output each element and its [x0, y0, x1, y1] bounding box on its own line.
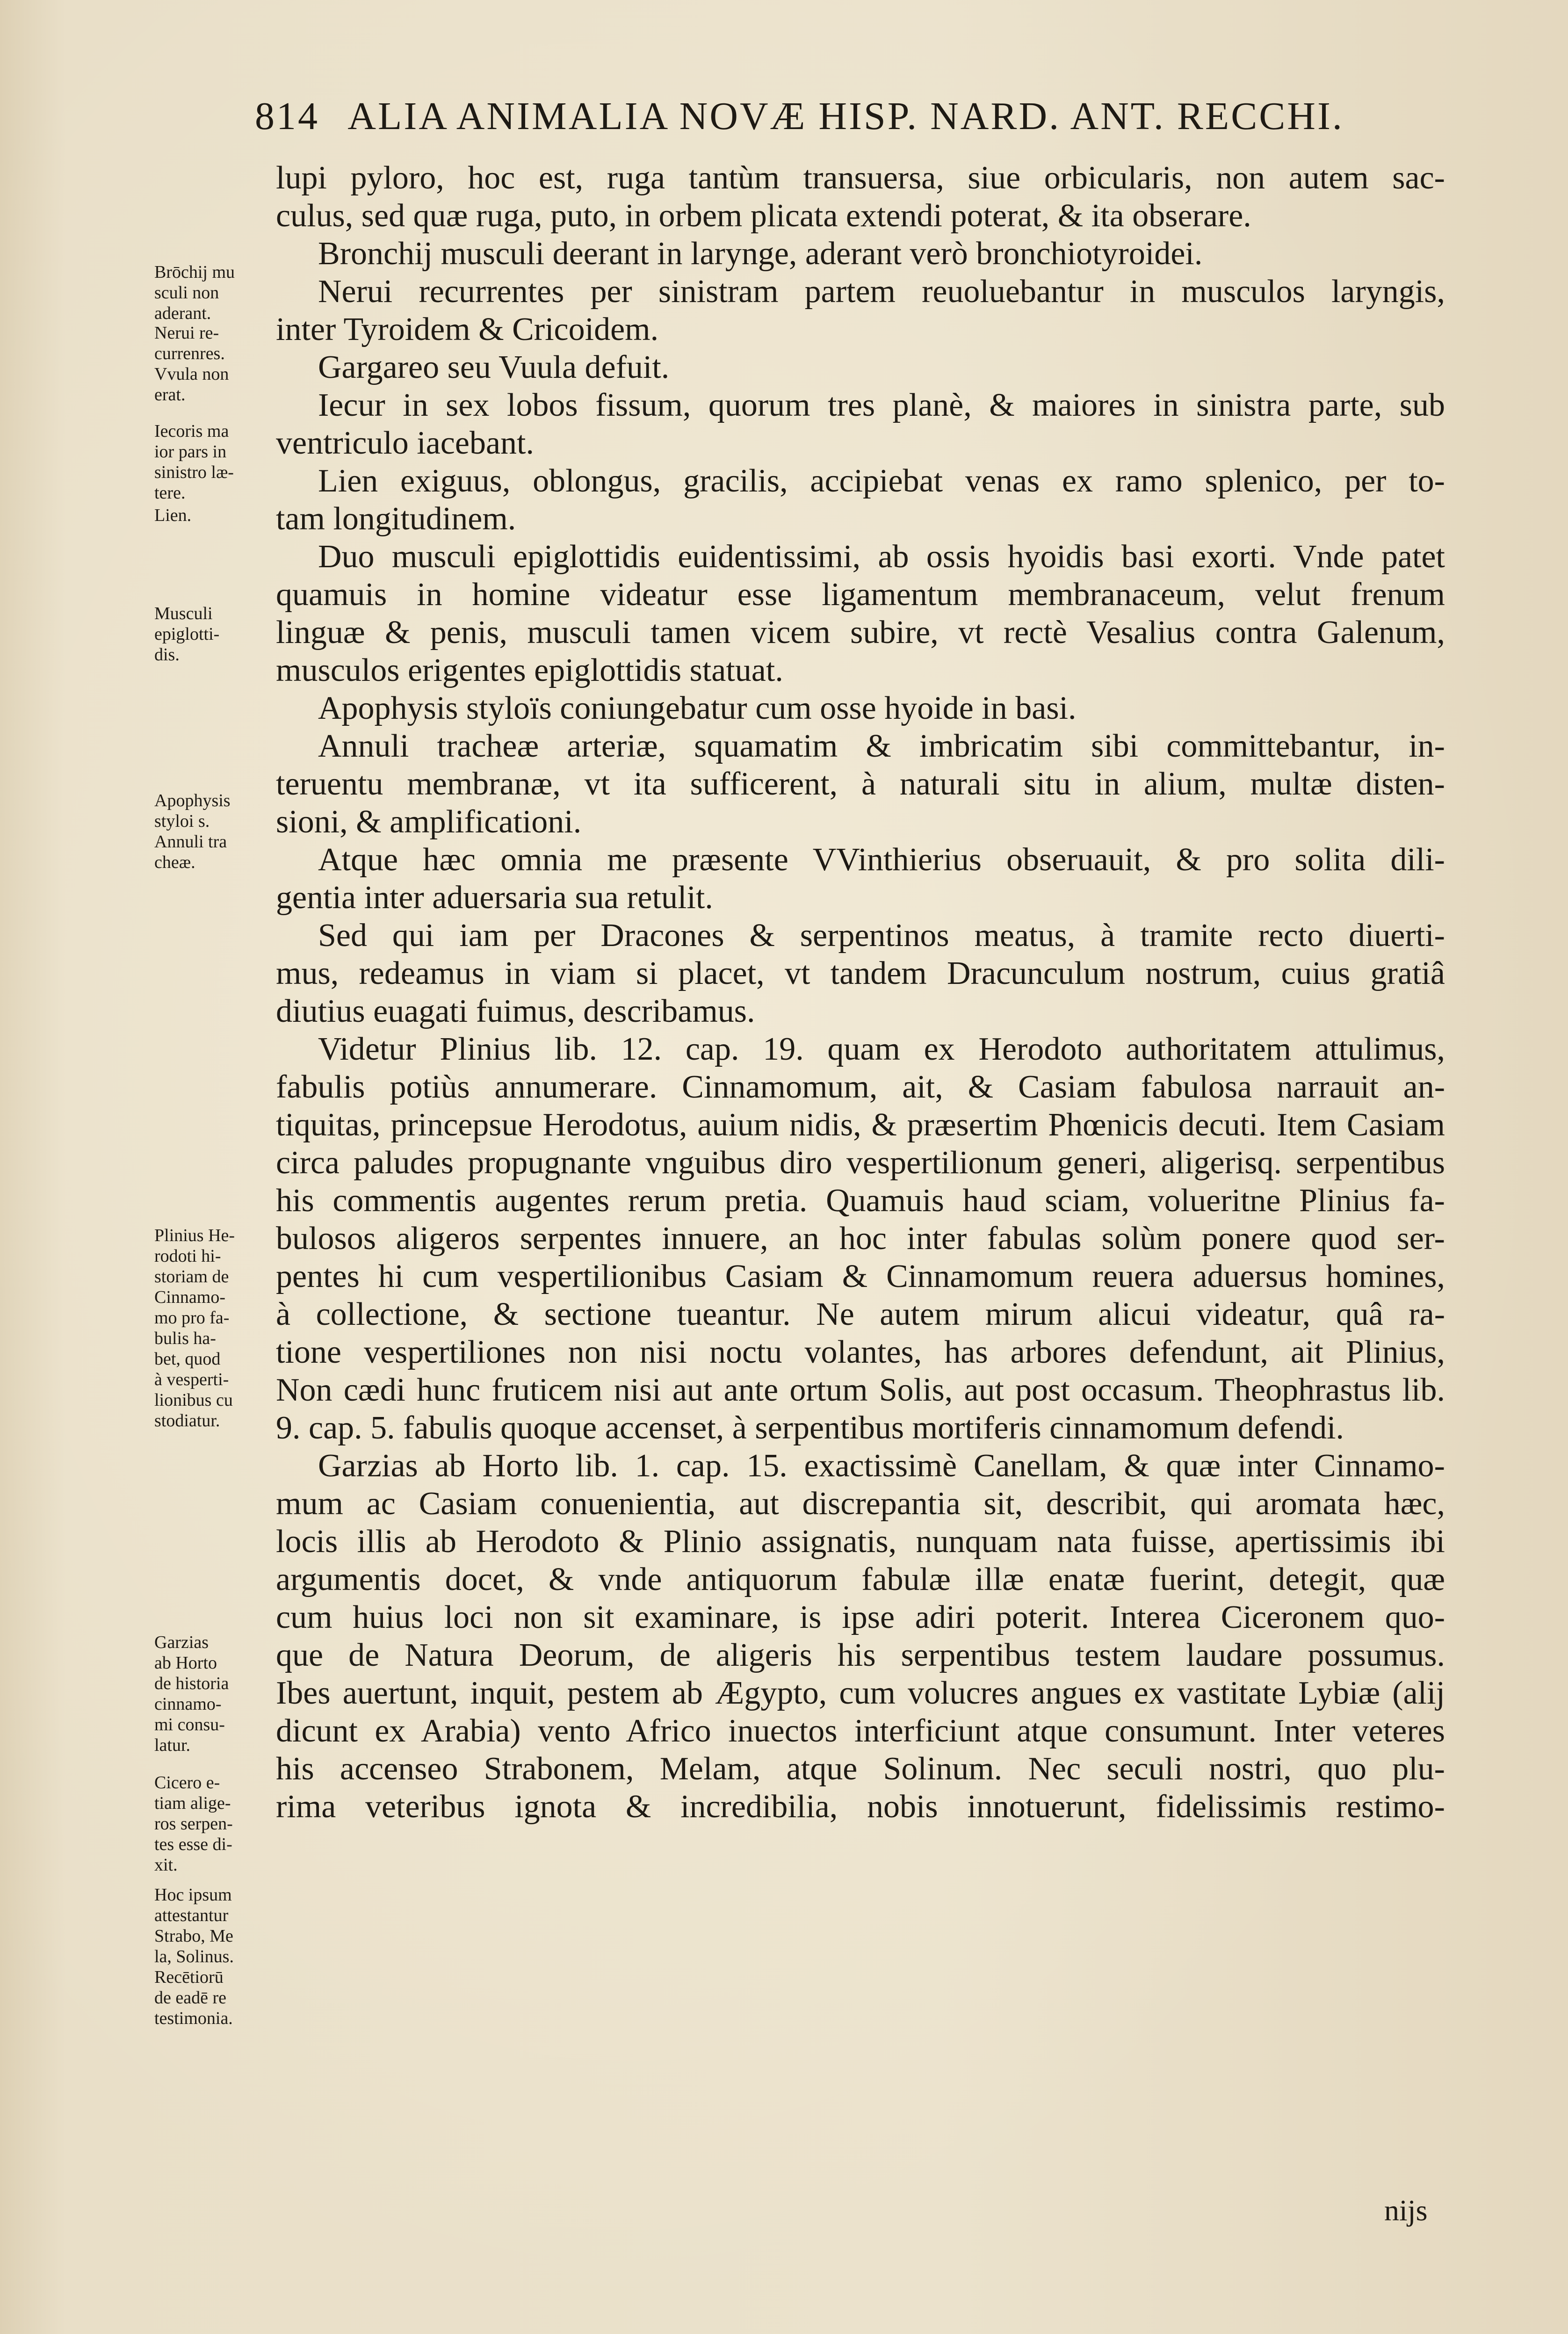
text-line: bulosos aligeros serpentes innuere, an hoc inter fabulas solùm ponere quod ser- [276, 1221, 1445, 1257]
running-header [255, 94, 1452, 139]
text-line: Ibes auertunt, inquit, pestem ab Ægypto, cum volucres angues ex vastitate Lybiæ (alij [276, 1675, 1445, 1711]
marginal-note-line: erat. [154, 385, 186, 405]
marginal-note [154, 1632, 271, 1756]
text-line: tione vespertiliones non nisi noctu volantes, has arbores defendunt, ait Plinius, [276, 1334, 1445, 1370]
marginal-note-line: cheæ. [154, 853, 195, 872]
marginal-note-line: storiam de [154, 1267, 229, 1286]
text-line: Apophysis styloïs coniungebatur cum osse hyoide in basi. [318, 690, 1077, 726]
marginal-note-line: sinistro læ- [154, 462, 234, 482]
text-line: Lien exiguus, oblongus, gracilis, accipiebat venas ex ramo splenico, per to- [318, 463, 1445, 499]
marginal-note-line: lionibus cu [154, 1390, 233, 1410]
marginal-note [154, 1772, 271, 1875]
text-line: ventriculo iacebant. [276, 425, 534, 461]
text-line: 9. cap. 5. fabulis quoque accenset, à serpentibus mortiferis cinnamomum defendi. [276, 1410, 1344, 1446]
text-line: mus, redeamus in viam si placet, vt tandem Dracunculum nostrum, cuius gratiâ [276, 955, 1445, 991]
text-line: argumentis docet, & vnde antiquorum fabulæ illæ enatæ fuerint, detegit, quæ [276, 1561, 1445, 1597]
running-title: ALIA ANIMALIA NOVÆ HISP. NARD. ANT. RECCHI. [347, 94, 1344, 138]
text-line: musculos erigentes epiglottidis statuat. [276, 652, 783, 688]
marginal-note-line: Nerui re- [154, 323, 219, 343]
text-line: inter Tyroidem & Cricoidem. [276, 311, 659, 347]
marginal-note-line: tere. [154, 483, 186, 503]
marginal-note-line: bulis ha- [154, 1329, 216, 1348]
marginal-note [154, 505, 271, 526]
marginal-note-line: tes esse di- [154, 1835, 232, 1854]
marginal-note [154, 323, 271, 405]
text-line: gentia inter aduersaria sua retulit. [276, 880, 713, 916]
marginal-note [154, 603, 271, 665]
text-line: tam longitudinem. [276, 501, 516, 537]
marginal-note-line: Vvula non [154, 364, 229, 384]
text-line: Gargareo seu Vuula defuit. [318, 349, 670, 385]
marginal-note-line: Cinnamo- [154, 1287, 225, 1307]
marginal-note-line: ab Horto [154, 1653, 217, 1673]
text-line: cum huius loci non sit examinare, is ipse adiri poterit. Interea Ciceronem quo- [276, 1599, 1445, 1635]
main-text-block [276, 159, 1445, 1826]
marginal-note-line: sculi non [154, 283, 219, 303]
marginal-note-line: epiglotti- [154, 624, 220, 644]
marginal-note [154, 1885, 271, 2029]
marginal-note-line: de historia [154, 1674, 229, 1693]
text-line: Sed qui iam per Dracones & serpentinos meatus, à tramite recto diuerti- [318, 918, 1445, 954]
marginal-note-line: mo pro fa- [154, 1308, 230, 1328]
marginal-note-line: ior pars in [154, 442, 227, 462]
text-line: his accenseo Strabonem, Melam, atque Solinum. Nec seculi nostri, quo plu- [276, 1751, 1445, 1787]
text-line: his commentis augentes rerum pretia. Quamuis haud sciam, volueritne Plinius fa- [276, 1183, 1445, 1219]
text-line: circa paludes propugnante vnguibus diro vespertilionum generi, aligerisq. serpentibus [276, 1145, 1445, 1181]
text-line: à collectione, & sectione tueantur. Ne autem mirum alicui videatur, quâ ra- [276, 1296, 1445, 1332]
text-line: fabulis potiùs annumerare. Cinnamomum, ait, & Casiam fabulosa narrauit an- [276, 1069, 1445, 1105]
text-line: rima veteribus ignota & incredibilia, nobis innotuerunt, fidelissimis restimo- [276, 1789, 1445, 1825]
marginal-note-line: bet, quod [154, 1349, 221, 1369]
marginal-note-line: Strabo, Me [154, 1926, 233, 1946]
marginal-note-line: Brōchij mu [154, 262, 235, 282]
text-line: culus, sed quæ ruga, puto, in orbem plicata extendi poterat, & ita obserare. [276, 198, 1251, 234]
marginal-note-line: Lien. [154, 506, 192, 525]
marginal-note-line: Hoc ipsum [154, 1885, 232, 1905]
text-line: Atque hæc omnia me præsente VVinthierius obseruauit, & pro solita dili- [318, 842, 1445, 878]
marginal-note-line: attestantur [154, 1906, 229, 1925]
marginal-note-line: Garzias [154, 1633, 209, 1652]
text-line: pentes hi cum vespertilionibus Casiam & Cinnamomum reuera aduersus homines, [276, 1258, 1445, 1294]
marginal-note-line: mi consu- [154, 1715, 225, 1734]
marginal-note-line: xit. [154, 1855, 178, 1875]
text-line: Annuli tracheæ arteriæ, squamatim & imbricatim sibi committebantur, in- [318, 728, 1445, 764]
text-line: mum ac Casiam conuenientia, aut discrepantia sit, describit, qui aromata hæc, [276, 1486, 1445, 1522]
marginal-note-line: Iecoris ma [154, 421, 229, 441]
text-line: teruentu membranæ, vt ita sufficerent, à naturali situ in alium, multæ disten- [276, 766, 1445, 802]
text-line: Duo musculi epiglottidis euidentissimi, ab ossis hyoidis basi exorti. Vnde patet [318, 539, 1445, 575]
page-number: 814 [255, 94, 319, 138]
text-line: Non cædi hunc fruticem nisi aut ante ortum Solis, aut post occasum. Theophrastus lib. [276, 1372, 1445, 1408]
marginal-note [154, 790, 271, 873]
text-line: tiquitas, princepsue Herodotus, auium nidis, & præsertim Phœnicis decuti. Item Casiam [276, 1107, 1445, 1143]
marginal-note-line: currenres. [154, 344, 225, 363]
marginal-note-line: Recētiorū [154, 1967, 224, 1987]
marginal-note-line: de eadē re [154, 1988, 226, 2008]
text-line: Garzias ab Horto lib. 1. cap. 15. exactissimè Canellam, & quæ inter Cinnamo- [318, 1448, 1445, 1484]
marginal-note [154, 1225, 271, 1431]
marginal-note-line: rodoti hi- [154, 1246, 221, 1266]
text-line: Nerui recurrentes per sinistram partem reuoluebantur in musculos laryngis, [318, 274, 1445, 310]
text-line: dicunt ex Arabia) vento Africo inuectos interficiunt atque consumunt. Inter veteres [276, 1713, 1445, 1749]
marginal-note-line: Musculi [154, 604, 213, 623]
marginal-note-line: stodiatur. [154, 1411, 220, 1431]
marginal-note [154, 262, 271, 324]
text-line: linguæ & penis, musculi tamen vicem subire, vt rectè Vesalius contra Galenum, [276, 614, 1445, 650]
marginal-note-line: dis. [154, 645, 180, 665]
marginal-note-line: testimonia. [154, 2009, 233, 2028]
marginal-note-line: la, Solinus. [154, 1947, 234, 1966]
text-line: lupi pyloro, hoc est, ruga tantùm transuersa, siue orbicularis, non autem sac- [276, 160, 1445, 196]
marginal-note-line: Apophysis [154, 791, 231, 810]
marginal-note-line: ros serpen- [154, 1814, 233, 1834]
text-line: Videtur Plinius lib. 12. cap. 19. quam ex Herodoto authoritatem attulimus, [318, 1031, 1445, 1067]
text-line: locis illis ab Herodoto & Plinio assignatis, nunquam nata fuisse, apertissimis ibi [276, 1524, 1445, 1560]
marginal-note-line: aderant. [154, 303, 211, 323]
marginal-note-line: tiam alige- [154, 1793, 231, 1813]
text-line: quamuis in homine videatur esse ligamentum membranaceum, velut frenum [276, 577, 1445, 613]
text-line: Bronchij musculi deerant in larynge, aderant verò bronchiotyroidei. [318, 236, 1203, 272]
marginal-note [154, 421, 271, 503]
marginal-note-line: Cicero e- [154, 1773, 220, 1792]
text-line: que de Natura Deorum, de aligeris his serpentibus testem laudare possumus. [276, 1637, 1445, 1673]
marginal-note-line: styloi s. [154, 811, 210, 831]
catchword: nijs [1384, 2194, 1428, 2227]
text-line: diutius euagati fuimus, describamus. [276, 993, 755, 1029]
marginal-note-line: Annuli tra [154, 832, 227, 852]
marginal-note-line: latur. [154, 1735, 191, 1755]
marginal-note-line: cinnamo- [154, 1694, 222, 1714]
text-line: Iecur in sex lobos fissum, quorum tres planè, & maiores in sinistra parte, sub [318, 387, 1445, 423]
marginal-note-line: Plinius He- [154, 1226, 235, 1245]
text-line: sioni, & amplificationi. [276, 804, 582, 840]
marginal-note-line: à vesperti- [154, 1370, 229, 1389]
